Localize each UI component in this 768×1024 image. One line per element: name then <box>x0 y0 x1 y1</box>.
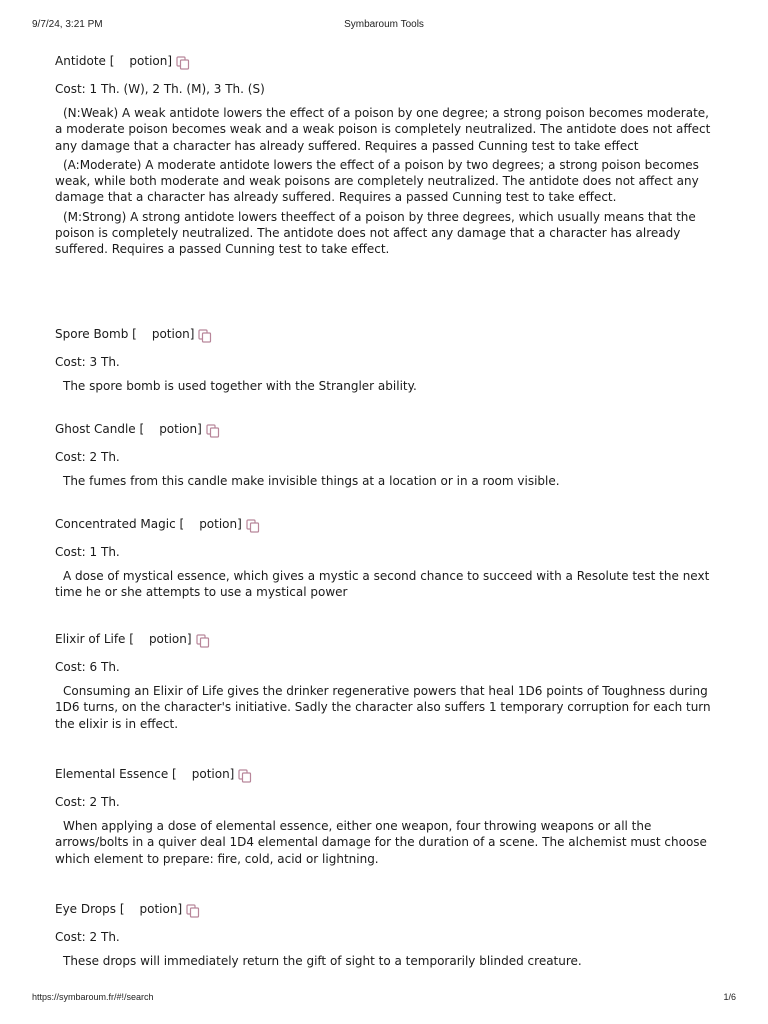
print-datetime: 9/7/24, 3:21 PM <box>32 19 103 30</box>
item-ghost-candle <box>55 421 720 489</box>
item-spore-bomb <box>55 326 720 394</box>
item-title <box>55 53 720 70</box>
copy-icon[interactable] <box>196 634 210 648</box>
item-type-tag: potion] <box>129 54 173 69</box>
item-name: Spore Bomb [ <box>55 327 137 342</box>
item-title <box>55 631 720 648</box>
item-cost: Cost: 2 Th. <box>55 450 120 464</box>
item-title <box>55 326 720 343</box>
item-eye-drops <box>55 901 720 969</box>
item-name: Ghost Candle [ <box>55 422 145 437</box>
item-name: Elixir of Life [ <box>55 632 134 647</box>
item-description: The spore bomb is used together with the Strangler ability. <box>63 379 417 393</box>
print-header <box>32 19 736 33</box>
item-type-tag: potion] <box>151 327 195 342</box>
item-cost: Cost: 2 Th. <box>55 795 120 809</box>
item-antidote <box>55 53 720 258</box>
item-description: (A:Moderate) A moderate antidote lowers the effect of a poison by two degrees; a strong poison becomes weak, while both moderate and weak poisons are completely neutralized. The antidote does not affect any damage that a character has already suffered. Requires a passed Cunning test to take effect. <box>55 157 699 205</box>
item-title <box>55 421 720 438</box>
item-type-tag: potion] <box>159 422 202 437</box>
print-page-title: Symbaroum Tools <box>344 19 424 30</box>
copy-icon[interactable] <box>238 769 252 783</box>
item-title <box>55 766 720 783</box>
item-name: Concentrated Magic [ <box>55 517 185 532</box>
item-description: The fumes from this candle make invisible things at a location or in a room visible. <box>63 474 560 488</box>
item-cost: Cost: 3 Th. <box>55 355 120 369</box>
item-name: Antidote [ <box>55 54 115 69</box>
item-name: Elemental Essence [ <box>55 767 177 782</box>
item-elixir-of-life <box>55 631 720 732</box>
item-cost: Cost: 1 Th. (W), 2 Th. (M), 3 Th. (S) <box>55 82 265 96</box>
item-description: When applying a dose of elemental essence, either one weapon, four throwing weapons or all the arrows/bolts in a quiver deal 1D4 elemental damage for the duration of a scene. The alchemist must choose which element to prepare: fire, cold, acid or lightning. <box>55 819 707 866</box>
item-type-tag: potion] <box>199 517 242 532</box>
copy-icon[interactable] <box>246 519 260 533</box>
item-title <box>55 901 720 918</box>
item-cost: Cost: 1 Th. <box>55 545 120 559</box>
item-concentrated-magic <box>55 516 720 601</box>
print-page-number: 1/6 <box>723 992 736 1002</box>
copy-icon[interactable] <box>186 904 200 918</box>
copy-icon[interactable] <box>198 329 212 343</box>
item-cost: Cost: 6 Th. <box>55 660 120 674</box>
item-type-tag: potion] <box>148 632 192 647</box>
print-footer <box>32 992 736 1006</box>
copy-icon[interactable] <box>206 424 220 438</box>
item-description: (M:Strong) A strong antidote lowers theeffect of a poison by three degrees, which usually means that the poison is completely neutralized. The antidote does not affect any damage that a character has already suffered. Requires a passed Cunning test to take effect. <box>55 209 696 257</box>
print-url: https://symbaroum.fr/#!/search <box>32 992 154 1002</box>
item-title <box>55 516 720 533</box>
item-description: A dose of mystical essence, which gives a mystic a second chance to succeed with a Resolute test the next time he or she attempts to use a mystical power <box>55 569 710 600</box>
item-description: (N:Weak) A weak antidote lowers the effect of a poison by one degree; a strong poison becomes moderate, a moderate poison becomes weak and a weak poison is completely neutralized. The antidote does not affect any damage that a character has already suffered. Requires a passed Cunning test to take effect <box>55 106 711 153</box>
item-description: These drops will immediately return the gift of sight to a temporarily blinded creature. <box>63 954 582 968</box>
item-cost: Cost: 2 Th. <box>55 930 120 944</box>
item-type-tag: potion] <box>139 902 183 917</box>
copy-icon[interactable] <box>176 56 190 70</box>
item-name: Eye Drops [ <box>55 902 125 917</box>
item-description: Consuming an Elixir of Life gives the drinker regenerative powers that heal 1D6 points of Toughness during 1D6 turns, on the character's initiative. Sadly the character also suffers 1 temporary corruption for each turn the elixir is in effect. <box>55 684 711 731</box>
item-elemental-essence <box>55 766 720 867</box>
item-type-tag: potion] <box>191 767 235 782</box>
